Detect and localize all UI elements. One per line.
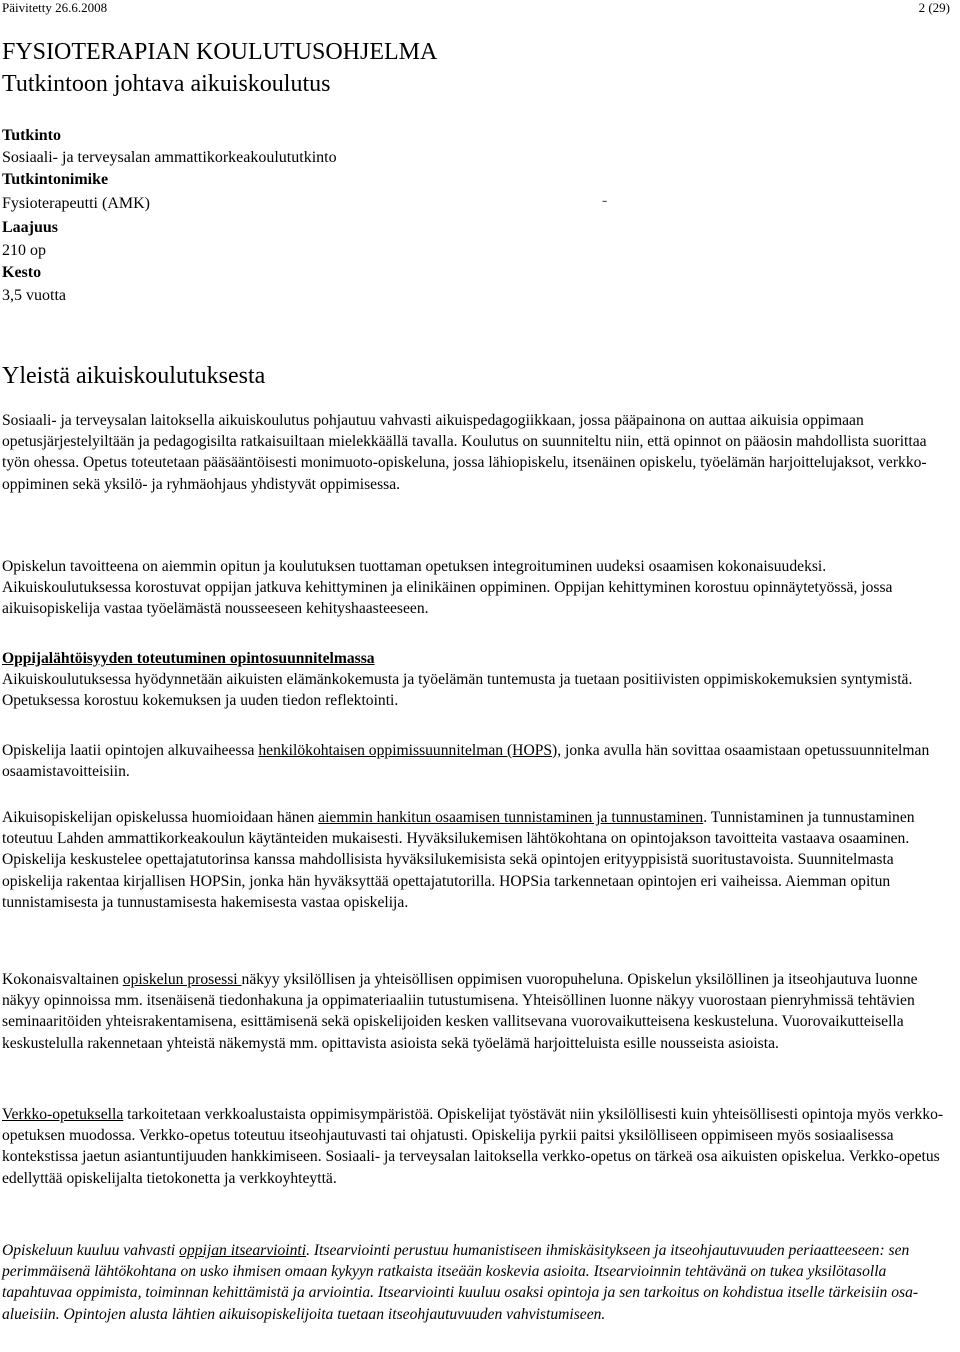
- paragraph-goals: [2, 556, 952, 620]
- text-segment: näkyy yksilöllisen ja yhteisöllisen oppimisen vuoropuheluna. Opiskelun yksilöllinen ja itseohjautuva luonne näkyy opinnoissa mm. itsenäisenä tiedonhakuna ja oppimateriaaliin tutustumisena. Yhteisöllinen luonne näkyy vuorostaan pienryhmissä tehtävien seminaaritöiden yhteisrakentamisena, esittämisenä sekä opiskelijoiden kesken vallitsevana vuorovaikutteisena keskusteluna. Vuorovaikutteisella keskustelulla rakennetaan yhteistä näkemystä mm. opittavista asioista sekä työelämä harjoitteluista esille nousseista asioista.: [2, 971, 918, 1052]
- tutkintonimike-value: Fysioterapeutti (AMK): [2, 195, 150, 212]
- paragraph-study-process: [2, 969, 952, 1054]
- text-segment: tarkoitetaan verkkoalustaista oppimisympäristöä. Opiskelijat työstävät niin yksilöllisesti kuin yhteisöllisesti opintoja myös verkko-opetuksen muodossa. Verkko-opetus toteutuu itseohjautuvasti tai ohjatusti. Opiskelija pyrkii paitsi yksilölliseen oppimiseen myös sosiaalisessa kontekstissa jaetun asiantuntijuuden hankkimiseen. Sosiaali- ja terveysalan laitoksella verkko-opetus on tärkeä osa aikuisten opiskelua. Verkko-opetus edellyttää opiskelijalta tietokonetta ja verkkoyhteyttä.: [2, 1106, 944, 1187]
- paragraph-text: Aikuiskoulutuksessa hyödynnetään aikuisten elämänkokemusta ja työelämän tuntemusta ja tuetaan positiivisten oppimiskokemuksien syntymistä. Opetuksessa korostuu kokemuksen ja uuden tiedon reflektointi.: [2, 671, 913, 710]
- text-segment: Opiskelija laatii opintojen alkuvaiheessa: [2, 742, 259, 759]
- text-segment: Opiskeluun kuuluu vahvasti: [2, 1242, 180, 1259]
- section-heading: Yleistä aikuiskoulutuksesta: [2, 363, 266, 389]
- text-segment: jonka avulla hän sovittaa osaamistaan opetussuunnitelman osaamistavoitteisiin.: [2, 742, 930, 781]
- text-segment: Aikuisopiskelijan opiskelussa huomioidaan hänen: [2, 809, 319, 826]
- text-segment: Kokonaisvaltainen: [2, 971, 123, 988]
- paragraph-self-assessment: [2, 1240, 952, 1325]
- paragraph-text: Sosiaali- ja terveysalan laitoksella aikuiskoulutus pohjautuu vahvasti aikuispedagogiikkaan, jossa pääpainona on auttaa aikuisia oppimaan opetusjärjestelyiltään ja pedagogisilta ratkaisuiltaan mielekkäällä tavalla. Koulutus on suunniteltu niin, että opinnot on pääosin mahdollista suorittaa työn ohessa. Opetus toteutetaan pääsääntöisesti monimuoto-opiskeluna, jossa lähiopiskelu, itsenäinen opiskelu, työelämän harjoittelujaksot, verkko-oppiminen sekä yksilö- ja ryhmäohjaus yhdistyvät oppimisessa.: [2, 412, 927, 493]
- text-segment: . Itsearviointi perustuu humanistiseen ihmiskäsitykseen ja itseohjautuvuuden periaatteeseen: sen perimmäisenä lähtökohtana on usko ihmisen omaan kykyyn ratkaista itseään koskevia asioita. Itsearvioinnin tehtävänä on tukea yksilötasolla tapahtuvaa oppimista, toiminnan kehittämistä ja arviointia. Itsearviointi kuuluu osaksi opintoja ja sen tarkoitus on kohdistua itselle tärkeisiin osa-alueisiin. Opintojen alusta lähtien aikuisopiskelijoita tuetaan itseohjautuvuuden vahvistumiseen.: [2, 1242, 919, 1323]
- study-process-link[interactable]: opiskelun prosessi: [122, 971, 242, 988]
- recognition-link[interactable]: aiemmin hankitun osaamisen tunnistaminen ja tunnustaminen: [318, 809, 704, 826]
- paragraph-online-learning: [2, 1104, 952, 1189]
- laajuus-value: 210 op: [2, 242, 46, 259]
- paragraph-text: Opiskelun tavoitteena on aiemmin opitun ja koulutuksen tuottaman opetuksen integroituminen uudeksi osaamisen kokonaisuudeksi. Aikuiskoulutuksessa korostuvat oppijan jatkuva kehittyminen ja elinikäinen oppiminen. Oppijan kehittyminen korostuu opinnäytetyössä, jossa aikuisopiskelija vastaa työelämästä nousseeseen kehityshaasteeseen.: [2, 558, 893, 618]
- update-date: Päivitetty 26.6.2008: [2, 0, 108, 15]
- hops-link[interactable]: henkilökohtaisen oppimissuunnitelman (HOPS),: [258, 742, 562, 759]
- program-subtitle: Tutkintoon johtava aikuiskoulutus: [2, 71, 331, 97]
- page-number: 2 (29): [918, 0, 950, 15]
- tutkinto-label: Tutkinto: [2, 127, 61, 144]
- program-title: FYSIOTERAPIAN KOULUTUSOHJELMA: [2, 39, 438, 65]
- tutkinto-value: Sosiaali- ja terveysalan ammattikorkeakoulututkinto: [2, 149, 337, 166]
- tutkintonimike-label: Tutkintonimike: [2, 171, 109, 188]
- online-learning-link[interactable]: Verkko-opetuksella: [2, 1106, 124, 1123]
- separator-dash: -: [602, 192, 608, 209]
- self-assessment-link[interactable]: oppijan itsearviointi: [179, 1242, 307, 1259]
- paragraph-learner-centered: [2, 648, 952, 712]
- paragraph-adult-pedagogy: [2, 410, 952, 495]
- kesto-value: 3,5 vuotta: [2, 287, 66, 304]
- subheading: Oppijalähtöisyyden toteutuminen opintosuunnitelmassa: [2, 650, 375, 667]
- text-segment: . Tunnistaminen ja tunnustaminen toteutuu Lahden ammattikorkeakoulun käytänteiden mukaisesti. Hyväksilukemisen lähtökohtana on opintojakson tavoitteita vastaava osaaminen. Opiskelija keskustelee opettajatutorinsa kanssa mahdollisista hyväksilukemisista sekä opintojen erityyppisistä suoritustavoista. Suunnitelmasta opiskelija rakentaa kirjallisen HOPSin, jonka hän hyväksyttää opettajatutorilla. HOPSia tarkennetaan opintojen eri vaiheissa. Aiemman opitun tunnistamisesta ja tunnustamisesta hakemisesta vastaa opiskelija.: [2, 809, 915, 911]
- paragraph-hops: [2, 740, 952, 782]
- kesto-label: Kesto: [2, 264, 42, 281]
- paragraph-recognition: [2, 807, 952, 913]
- laajuus-label: Laajuus: [2, 219, 59, 236]
